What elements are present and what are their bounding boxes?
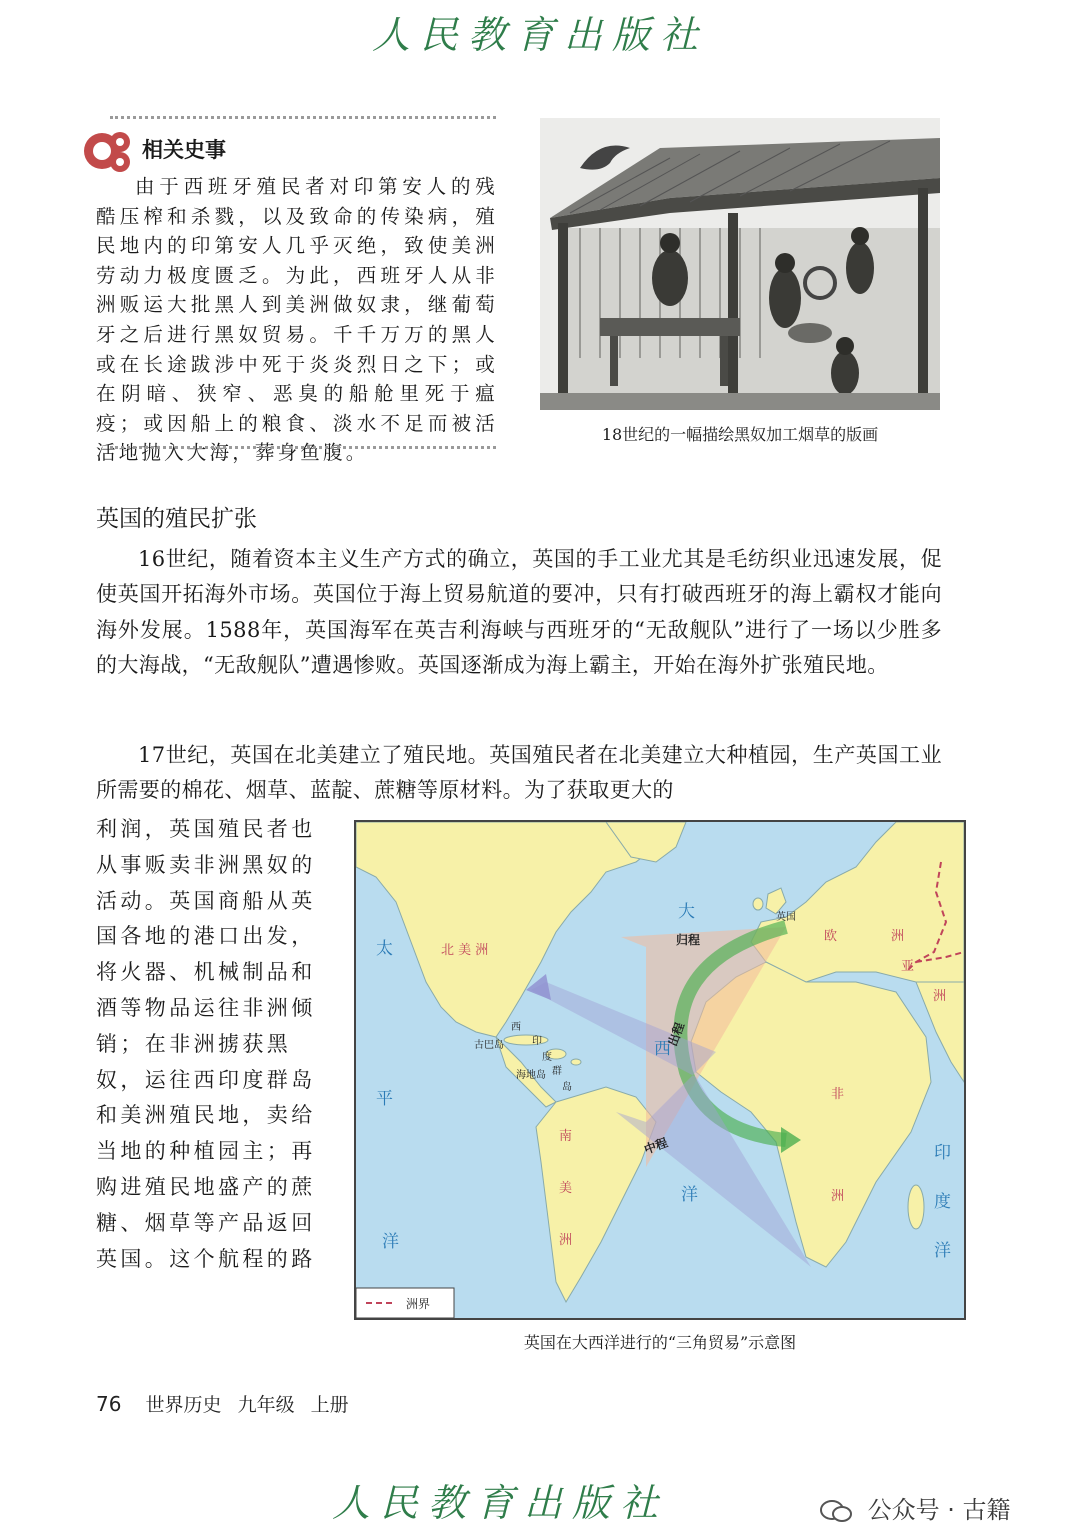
- label-atlantic-2: 西: [654, 1039, 671, 1059]
- label-indian-3: 洋: [934, 1241, 951, 1261]
- dotted-divider-top: [110, 116, 496, 119]
- label-west-indies-5: 岛: [562, 1082, 572, 1093]
- wechat-watermark: [820, 1490, 1011, 1525]
- label-pacific-3: 洋: [382, 1232, 399, 1252]
- label-atlantic-3: 洋: [681, 1185, 698, 1205]
- label-south-america-2: 美: [559, 1181, 573, 1196]
- label-west-indies-3: 度: [542, 1052, 552, 1063]
- label-atlantic-1: 大: [678, 902, 695, 922]
- label-north-america: 北 美 洲: [441, 943, 489, 958]
- label-asia-2: 洲: [933, 989, 947, 1004]
- paragraph-2: 17世纪，英国在北美建立了殖民地。英国殖民者在北美建立大种植园，生产英国工业所需要的棉花、烟草、蓝靛、蔗糖等原材料。为了获取更大的: [96, 743, 942, 803]
- label-cuba: 古巴岛: [474, 1040, 504, 1051]
- label-west-indies-4: 群: [552, 1066, 562, 1077]
- watermark-text: 公众号 · 古籍: [867, 1496, 1011, 1524]
- paragraph-2-continued: 利润，英国殖民者也从事贩卖非洲黑奴的活动。英国商船从英国各地的港口出发，将火器、机械制品和酒等物品运往非洲倾销；在非洲掳获黑奴，运往西印度群岛和美洲殖民地，卖给当地的种植园主；再购进殖民地盛产的蔗糖、烟草等产品返回英国。这个航程的路: [96, 817, 316, 1271]
- dotted-divider-bottom: [110, 446, 496, 449]
- publisher-logo-top: 人民教育出版社: [371, 13, 708, 57]
- book-title: 世界历史: [145, 1394, 222, 1416]
- label-south-america-3: 洲: [559, 1233, 573, 1248]
- label-africa-2: 洲: [831, 1189, 845, 1204]
- label-indian-1: 印: [934, 1143, 951, 1163]
- engraving-caption: 18世纪的一幅描绘黑奴加工烟草的版画: [601, 425, 879, 444]
- book-volume: 上册: [310, 1394, 349, 1416]
- label-route-out: 出程: [665, 1020, 688, 1049]
- label-europe-2: 洲: [891, 929, 905, 944]
- label-haiti: 海地岛: [516, 1070, 546, 1081]
- legend-boundary-label: 洲界: [406, 1297, 431, 1311]
- book-grade: 九年级: [237, 1394, 295, 1416]
- map-caption: 英国在大西洋进行的“三角贸易”示意图: [523, 1333, 797, 1352]
- tobacco-engraving-image: [540, 118, 940, 410]
- section-heading: 英国的殖民扩张: [96, 506, 257, 532]
- label-pacific-1: 太: [376, 939, 393, 959]
- page-number: 76: [96, 1392, 122, 1416]
- label-africa-1: 非: [831, 1087, 845, 1102]
- related-history-box: [82, 116, 498, 465]
- label-west-indies-2: 印: [532, 1036, 542, 1047]
- triangle-trade-map: [354, 820, 966, 1320]
- related-history-title: 相关史事: [142, 138, 226, 162]
- label-route-middle: 中程: [642, 1135, 670, 1157]
- label-west-indies-1: 西: [511, 1022, 521, 1033]
- related-history-text: 由于西班牙殖民者对印第安人的残酷压榨和杀戮，以及致命的传染病，殖民地内的印第安人几乎灭绝，致使美洲劳动力极度匮乏。为此，西班牙人从非洲贩运大批黑人到美洲做奴隶，继葡萄牙之后进行黑奴贸易。千千万万的黑人或在长途跋涉中死于炎炎烈日之下；或在阴暗、狭窄、恶臭的船舱里死于瘟疫；或因船上的粮食、淡水不足而被活活地抛入大海，葬身鱼腹。: [96, 175, 498, 465]
- label-england: 英国: [776, 912, 796, 923]
- related-history-icon: [82, 124, 136, 178]
- label-asia-1: 亚: [901, 959, 915, 974]
- page-footer: [96, 1390, 359, 1417]
- label-south-america-1: 南: [559, 1129, 573, 1144]
- paragraph-1: 16世纪，随着资本主义生产方式的确立，英国的手工业尤其是毛纺织业迅速发展，促使英国开拓海外市场。英国位于海上贸易航道的要冲，只有打破西班牙的海上霸权才能向海外发展。1588年，英国海军在英吉利海峡与西班牙的“无敌舰队”进行了一场以少胜多的大海战，“无敌舰队”遭遇惨败。英国逐渐成为海上霸主，开始在海外扩张殖民地。: [96, 547, 942, 678]
- publisher-logo-bottom: 人民教育出版社: [331, 1481, 668, 1525]
- label-europe-1: 欧: [824, 929, 838, 944]
- label-route-return: 归程: [676, 933, 701, 947]
- label-pacific-2: 平: [376, 1089, 393, 1109]
- wechat-icon: [820, 1500, 852, 1522]
- label-indian-2: 度: [934, 1192, 951, 1212]
